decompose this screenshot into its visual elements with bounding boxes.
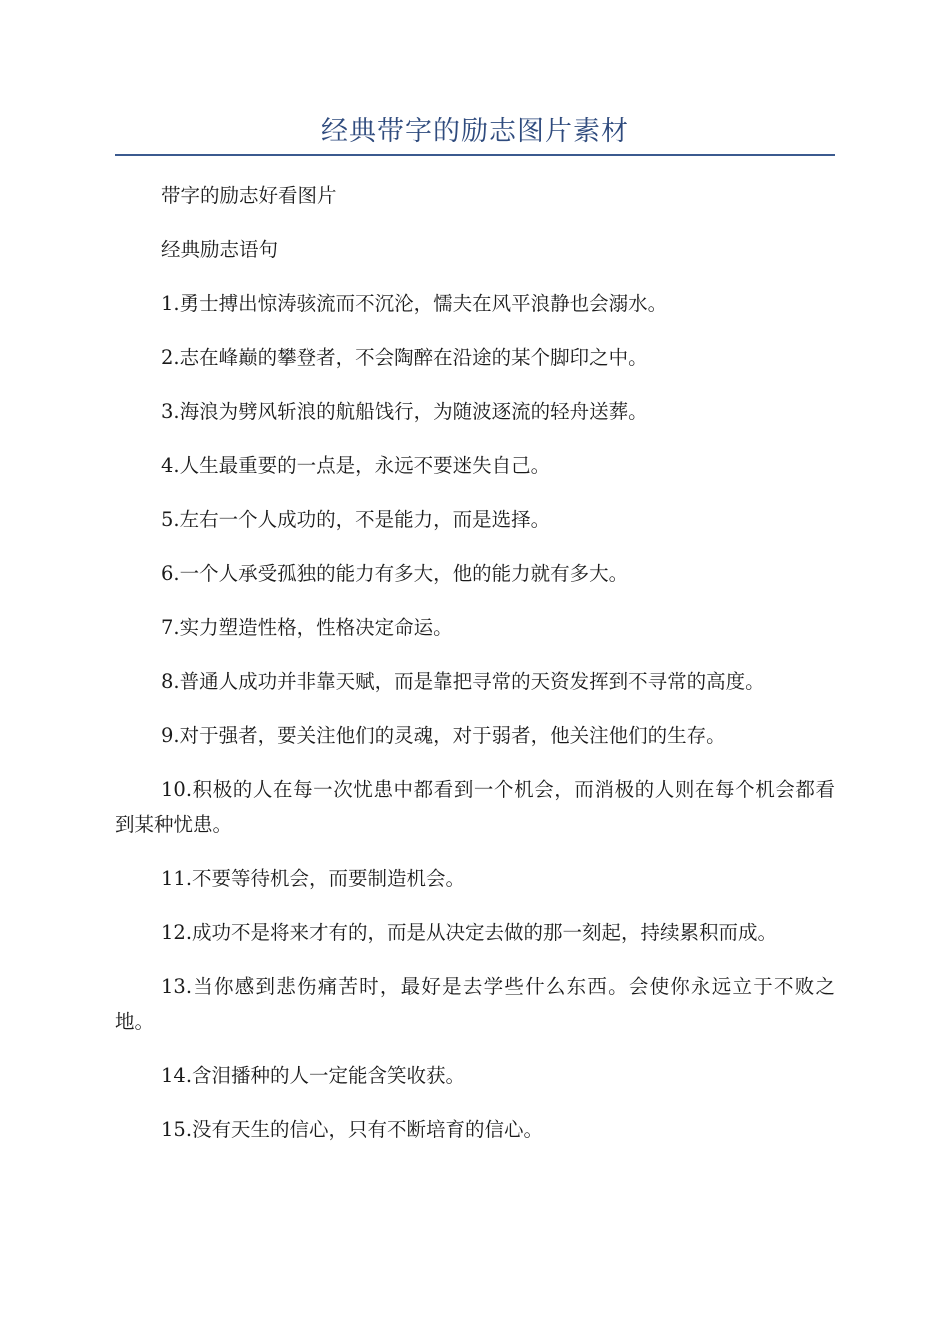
quote-item: 6.一个人承受孤独的能力有多大，他的能力就有多大。 <box>161 562 629 585</box>
quote-item: 14.含泪播种的人一定能含笑收获。 <box>161 1064 466 1087</box>
quote-item: 8.普通人成功并非靠天赋，而是靠把寻常的天资发挥到不寻常的高度。 <box>161 670 765 693</box>
quote-item: 3.海浪为劈风斩浪的航船饯行，为随波逐流的轻舟送葬。 <box>161 400 648 423</box>
quote-item: 2.志在峰巅的攀登者，不会陶醉在沿途的某个脚印之中。 <box>161 346 648 369</box>
subheading-pictures: 带字的励志好看图片 <box>161 184 337 207</box>
quote-item: 4.人生最重要的一点是，永远不要迷失自己。 <box>161 454 551 477</box>
quote-item: 9.对于强者，要关注他们的灵魂，对于弱者，他关注他们的生存。 <box>161 724 726 747</box>
quote-item: 12.成功不是将来才有的，而是从决定去做的那一刻起，持续累积而成。 <box>161 921 778 944</box>
title-divider <box>115 154 835 156</box>
subheading-quotes: 经典励志语句 <box>161 238 279 261</box>
quote-item: 11.不要等待机会，而要制造机会。 <box>161 867 466 890</box>
page-title: 经典带字的励志图片素材 <box>321 116 629 147</box>
quote-item: 5.左右一个人成功的，不是能力，而是选择。 <box>161 508 551 531</box>
quote-item: 10.积极的人在每一次忧患中都看到一个机会，而消极的人则在每个机会都看到某种忧患。 <box>115 778 835 836</box>
quote-item: 7.实力塑造性格，性格决定命运。 <box>161 616 453 639</box>
quote-item: 1.勇士搏出惊涛骇流而不沉沦，懦夫在风平浪静也会溺水。 <box>161 292 668 315</box>
quote-item: 15.没有天生的信心，只有不断培育的信心。 <box>161 1118 544 1141</box>
document-body <box>115 178 835 1166</box>
quote-item: 13.当你感到悲伤痛苦时，最好是去学些什么东西。会使你永远立于不败之地。 <box>115 975 835 1033</box>
